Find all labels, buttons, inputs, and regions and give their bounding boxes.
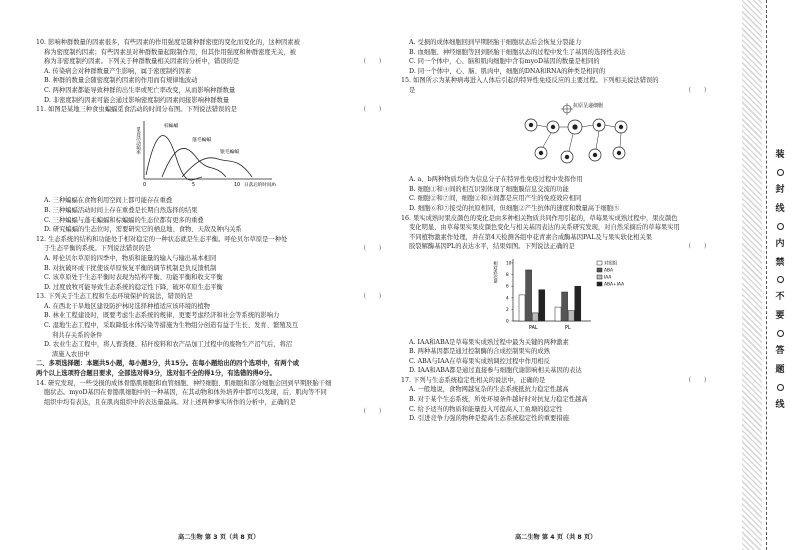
q11-option-b: B. 三种蝙蝠活动时间上存在重叠是长期自然选择的结果 bbox=[44, 206, 198, 214]
q10-option-a: A. 传染病会对种群数量产生影响，属于密度制约因素 bbox=[44, 67, 192, 75]
binding-char: 内 bbox=[775, 238, 785, 249]
legend-swatch-aba bbox=[597, 268, 602, 272]
q16-stem-line: 不同植物激素作处理，并在第4天检测各组中花青素合成酶基因PAL及与果实软化相关果 bbox=[409, 233, 653, 241]
immune-response-diagram bbox=[511, 97, 641, 171]
bar-pal-3 bbox=[539, 290, 545, 321]
legend-swatch-control bbox=[597, 261, 602, 265]
question-12 bbox=[36, 235, 389, 293]
binding-char: 题 bbox=[775, 365, 785, 376]
q16-option-b: B. 两种基因都是通过控制酶的合成控制果实的成熟 bbox=[409, 348, 550, 356]
q13-stem bbox=[36, 292, 389, 302]
q10-option-d: D. 非密度制约因素可能会通过影响密度制约因素间接影响种群数量 bbox=[44, 96, 230, 104]
binding-circle-icon bbox=[777, 384, 784, 391]
answer-paren: （ ） bbox=[359, 106, 385, 114]
label-silver-bat: 银毛蝙蝠 bbox=[220, 149, 240, 155]
binding-char: 封 bbox=[775, 184, 785, 195]
tick-0: 0 bbox=[143, 182, 147, 188]
q13-option-c-cont: 利共存关系的条件 bbox=[52, 331, 103, 339]
binding-circle-icon bbox=[777, 330, 784, 337]
legend-aba-iaa: ABA+IAA bbox=[604, 282, 625, 288]
q15-stem-line: 15. 如图所示为某种病毒进入人体后引起的特异性免疫反应的主要过程。下列相关说法错误的 bbox=[401, 77, 659, 85]
binding-char: 要 bbox=[775, 311, 785, 322]
nucleus-icon bbox=[593, 152, 597, 156]
y-tick-label: 6 bbox=[506, 283, 509, 289]
gene-label-pl: PL bbox=[565, 325, 571, 331]
q17-stem bbox=[401, 376, 714, 386]
cut-line bbox=[766, 0, 767, 550]
q16-stem-line: 变化明显，由草莓果实果皮颜色变化与相关基因表达的关系研究发现，对自然采摘后的草莓果实用 bbox=[409, 224, 680, 232]
question-13 bbox=[36, 292, 389, 359]
section-2-line: 两个以上选项符合题目要求，全部选对得3分，选对但不全的得1分，有选错的得0分。 bbox=[36, 370, 276, 378]
nucleus-icon bbox=[619, 124, 623, 128]
question-15 bbox=[401, 76, 714, 213]
binding-circle-icon bbox=[777, 276, 784, 283]
answer-paren: （ ） bbox=[359, 245, 385, 253]
y-tick-label: 0 bbox=[506, 318, 509, 324]
binding-hatch bbox=[742, 0, 762, 550]
bar-pl-3 bbox=[575, 286, 581, 321]
q11-option-d: D. 研究蝙蝠的生态位时，需要研究它的栖息地、食物、天敌及种内关系 bbox=[44, 226, 242, 234]
q17-stem-text: 17. 下列与生态系统稳定性相关的说法中，正确的是 bbox=[401, 376, 546, 384]
gene-label-pal: PAL bbox=[529, 325, 538, 331]
binding-char: 线 bbox=[775, 203, 785, 214]
binding-char: 线 bbox=[775, 399, 785, 410]
q16-option-a: A. IAA和ABA是草莓果实成熟过程中最为关键的两种激素 bbox=[409, 338, 569, 346]
question-17 bbox=[401, 376, 714, 424]
q10-option-c: C. 两种因素都能导致种群的出生率或死亡率改变，从而影响种群数量 bbox=[44, 86, 236, 94]
question-16 bbox=[401, 214, 714, 376]
q12-stem-line bbox=[36, 244, 389, 254]
q12-option-d: D. 过度放牧可能导致生态系统的稳定性下降，破坏草原生态平衡 bbox=[44, 283, 223, 291]
page-footer: 高二生物 第 4 页（共 8 页） bbox=[515, 534, 597, 542]
legend-control: 对照组 bbox=[604, 261, 618, 267]
q17-option-d: D. 引进竞争力强的物种是提高生态系统稳定性的重要措施 bbox=[409, 415, 569, 423]
q17-option-b: B. 对于某个生态系统，所处环境条件越好时对抗复力稳定性越高 bbox=[409, 396, 588, 404]
tick-5: 5 bbox=[192, 182, 196, 188]
q10-stem-line: 10. 影响种群数量的因素很多，有些因素的作用强度是随种群密度的变化而变化的，这种因素被 bbox=[36, 39, 300, 46]
q11-stem bbox=[36, 105, 389, 115]
q13-option-a: A. 在西北干旱地区建设防护林时选择种植适应该环境的植物 bbox=[44, 302, 210, 310]
q12-option-a: A. 呼伦贝尔草原的四季中，物质和能量的输入与输出基本相同 bbox=[44, 254, 217, 262]
binding-warning bbox=[768, 150, 792, 410]
q13-option-d-cont: 渣施入农田中 bbox=[52, 350, 90, 358]
binding-circle-icon bbox=[777, 223, 784, 230]
q17-option-c: C. 给予适当的物质和能量投入可提高人工鱼塘的稳定性 bbox=[409, 405, 563, 413]
q14-stem-line: 组织中均有表达，且在肌肉组织中的表达量最高。对上述两种事实所作的分析中，正确的是 bbox=[44, 398, 296, 406]
bar-pl-0 bbox=[555, 307, 561, 321]
nucleus-icon bbox=[551, 124, 555, 128]
q14-stem-line: 14. 研究发现，一些受损的成体骨骼肌细胞和血管细胞、神经细胞、肌细胞和部分细胞会回到早期胚胎干细 bbox=[36, 379, 332, 387]
q16-stem-line: 16. 果实成熟时果皮颜色的变化是由多种相关物质共同作用引起的，草莓果实成熟过程中，果皮颜色 bbox=[401, 214, 678, 222]
y-tick-label: 4 bbox=[506, 295, 509, 301]
y-axis-label: 觅食活动频率 bbox=[135, 126, 141, 155]
q15-option-a: A. a、b两种物质均作为信息分子在特异性免疫过程中发挥作用 bbox=[409, 176, 583, 184]
binding-char: 装 bbox=[775, 150, 785, 160]
bar-pal-2 bbox=[532, 313, 538, 321]
label-hoary-bat: 蓬毛蝙蝠 bbox=[192, 137, 212, 143]
q17-option-a: A. 一般地说，食物网越复杂的生态系统抵抗力稳定性越高 bbox=[409, 386, 569, 394]
question-14 bbox=[36, 379, 389, 417]
q15-stem-text: 是 bbox=[409, 86, 416, 94]
q14-option-c: C. 同一个体中，心、脑和肌肉细胞中含有myoD基因的数量是相同的 bbox=[409, 58, 600, 66]
y-ticks bbox=[506, 260, 513, 323]
q15-option-b: B. 细胞①和④间的相互识别体现了细胞膜信息交流的功能 bbox=[409, 185, 569, 193]
q12-stem-line: 12. 生态系统的结构和功能处于相对稳定的一种状态就是生态平衡。呼伦贝尔草原是一种处 bbox=[36, 235, 288, 243]
nucleus-icon bbox=[597, 122, 601, 126]
gene-expression-bar-chart bbox=[491, 253, 641, 333]
legend-iaa: IAA bbox=[604, 275, 612, 281]
binding-char: 禁 bbox=[775, 257, 785, 268]
arrow-icon bbox=[569, 134, 573, 151]
page-footer: 高二生物 第 3 页（共 8 页） bbox=[178, 534, 260, 542]
bar-pl-1 bbox=[562, 292, 568, 321]
nucleus-icon bbox=[572, 124, 577, 129]
answer-paren: （ ） bbox=[684, 243, 710, 251]
section-2-header bbox=[36, 359, 389, 378]
q16-option-d: D. IAA和ABA都是通过直接参与细胞代谢影响相关基因的表达 bbox=[409, 367, 582, 375]
tick-10: 10 bbox=[234, 182, 241, 188]
q14-paren-line bbox=[36, 407, 389, 417]
nucleus-icon bbox=[539, 150, 543, 154]
q13-option-d: D. 农业生态工程中，将人畜粪便、秸秆废料和农产品加工过程中的废物生产沼气后，将沼 bbox=[44, 341, 293, 349]
binding-circle-icon bbox=[777, 169, 784, 176]
y-tick-label: 10 bbox=[506, 260, 512, 266]
arrow-icon bbox=[596, 131, 599, 149]
q13-stem-text: 13. 下列关于生态工程和生态环境保护的说法，错误的是 bbox=[36, 293, 193, 301]
q11-option-a: A. 三种蝙蝠在食物利用空间上都可能存在重叠 bbox=[44, 197, 173, 205]
q14-option-d: D. 同一个体中，心、脑、肌肉中，细胞的DNA和RNA的种类是相同的 bbox=[409, 67, 606, 75]
q12-stem-text: 于生态平衡的系统。下列说法错误的是 bbox=[44, 245, 152, 253]
bars bbox=[519, 270, 581, 321]
q14-option-a: A. 受损的成体细胞回到早期胚胎干细胞状态后会恢复分裂能力 bbox=[409, 39, 582, 46]
legend-swatch-aba-iaa bbox=[597, 282, 602, 286]
bat-activity-figure bbox=[122, 117, 302, 191]
q12-option-c: C. 该草原处于生态平衡时表现为结构平衡、功能平衡和收支平衡 bbox=[44, 274, 223, 282]
virus-icon bbox=[561, 103, 573, 115]
bar-pl-2 bbox=[568, 310, 574, 320]
arrow-icon bbox=[605, 125, 615, 127]
answer-paren: （ ） bbox=[684, 376, 710, 384]
label-brown-bat: 棕蝙蝠 bbox=[164, 123, 179, 129]
q15-option-d: D. 细胞⑥和⑦接受的抗原相同，但细胞②产生抗体的速度和数量高于细胞⑤ bbox=[409, 204, 620, 212]
nucleus-icon bbox=[529, 122, 533, 126]
x-axis-label: 日落后的时间/h bbox=[244, 182, 277, 188]
answer-paren: （ ） bbox=[359, 408, 385, 416]
arrow-icon bbox=[537, 125, 547, 127]
y-tick-label: 2 bbox=[506, 306, 509, 312]
answer-paren: （ ） bbox=[684, 86, 710, 94]
q16-stem-text: 胶裂解酶基因PL的表达水平，结果如图。下列说法正确的是 bbox=[409, 243, 575, 251]
q16-stem-line bbox=[401, 242, 714, 252]
arrow-icon bbox=[620, 133, 621, 147]
right-page bbox=[397, 0, 724, 550]
answer-paren: （ ） bbox=[359, 58, 385, 66]
binding-char: 不 bbox=[775, 292, 785, 303]
q10-stem-text: 称为非密度制约因素。下列关于种群数量相关因素的分析中，错误的是 bbox=[44, 58, 240, 66]
q13-option-b: B. 林业工程建设时，既要考虑生态系统的规律，更要考虑经济和社会等系统的影响力 bbox=[44, 312, 280, 320]
question-14-options bbox=[401, 38, 714, 76]
q10-option-b: B. 种群的数量会随密度制约因素的作用而有规律地波动 bbox=[44, 77, 198, 85]
section-2-line: 二、多项选择题：本题共5小题，每小题3分，共15分。在每小题给出的四个选项中，有两个或 bbox=[36, 360, 300, 368]
q14-stem-line: 胞状态。myoD基因在骨骼肌细胞中的一种基因，在其动物和体外培养中都可以发现，后，肌肉等不同 bbox=[44, 389, 327, 397]
answer-paren: （ ） bbox=[359, 293, 385, 301]
q13-option-c: C. 湿地生态工程中，采取降低水体污染等措施为生物组分创造有益于生长、发育、繁殖及互 bbox=[44, 322, 299, 330]
arrow-icon bbox=[582, 125, 593, 127]
arrow-icon bbox=[543, 133, 551, 147]
y-tick-label: 8 bbox=[506, 272, 509, 278]
q15-option-c: C. 细胞②和⑦间，细胞②和⑧间都是应用产生的免疫效应相同 bbox=[409, 195, 582, 203]
q10-stem-line: 称为密度制约因素；有些因素虽对种群数量起限制作用，但其作用强度和种群密度无关，被 bbox=[44, 48, 296, 56]
q11-option-c: C. 三种蝙蝠与蓬毛蝙蝠和棕蝙蝠的生态位都有更多的重叠 bbox=[44, 216, 204, 224]
q12-option-b: B. 对抗破坏或干扰使该草原恢复平衡的调节机制是负反馈机制 bbox=[44, 264, 217, 272]
y-axis-label: 相对表达量 bbox=[492, 260, 498, 283]
q10-stem-line bbox=[36, 57, 389, 67]
apc-label: 抗原呈递细胞 bbox=[573, 102, 604, 109]
binding-strip bbox=[724, 0, 794, 550]
q14-option-b: B. 血细胞、神经细胞等回到胚胎干细胞状态的过程中发生了基因的选择性表达 bbox=[409, 48, 626, 56]
binding-char: 答 bbox=[775, 346, 785, 357]
legend-aba: ABA bbox=[604, 268, 614, 274]
curve-hoary-bat bbox=[162, 148, 226, 177]
q16-option-c: C. ABA与IAA在草莓果实成熟调控过程中作用相反 bbox=[409, 357, 550, 365]
nucleus-icon bbox=[565, 154, 569, 158]
question-10 bbox=[36, 38, 389, 105]
legend bbox=[597, 260, 624, 288]
bar-pal-1 bbox=[526, 270, 532, 321]
q11-stem-text: 11. 如图是某地三种食虫蝙蝠觅食活动的时间分布图。下列说法错误的是 bbox=[36, 106, 237, 114]
bar-pal-0 bbox=[519, 295, 525, 321]
q15-stem-line bbox=[401, 86, 714, 96]
legend-swatch-iaa bbox=[597, 275, 602, 279]
curve-silver-bat bbox=[182, 158, 252, 177]
question-11 bbox=[36, 105, 389, 235]
nucleus-icon bbox=[617, 150, 621, 154]
